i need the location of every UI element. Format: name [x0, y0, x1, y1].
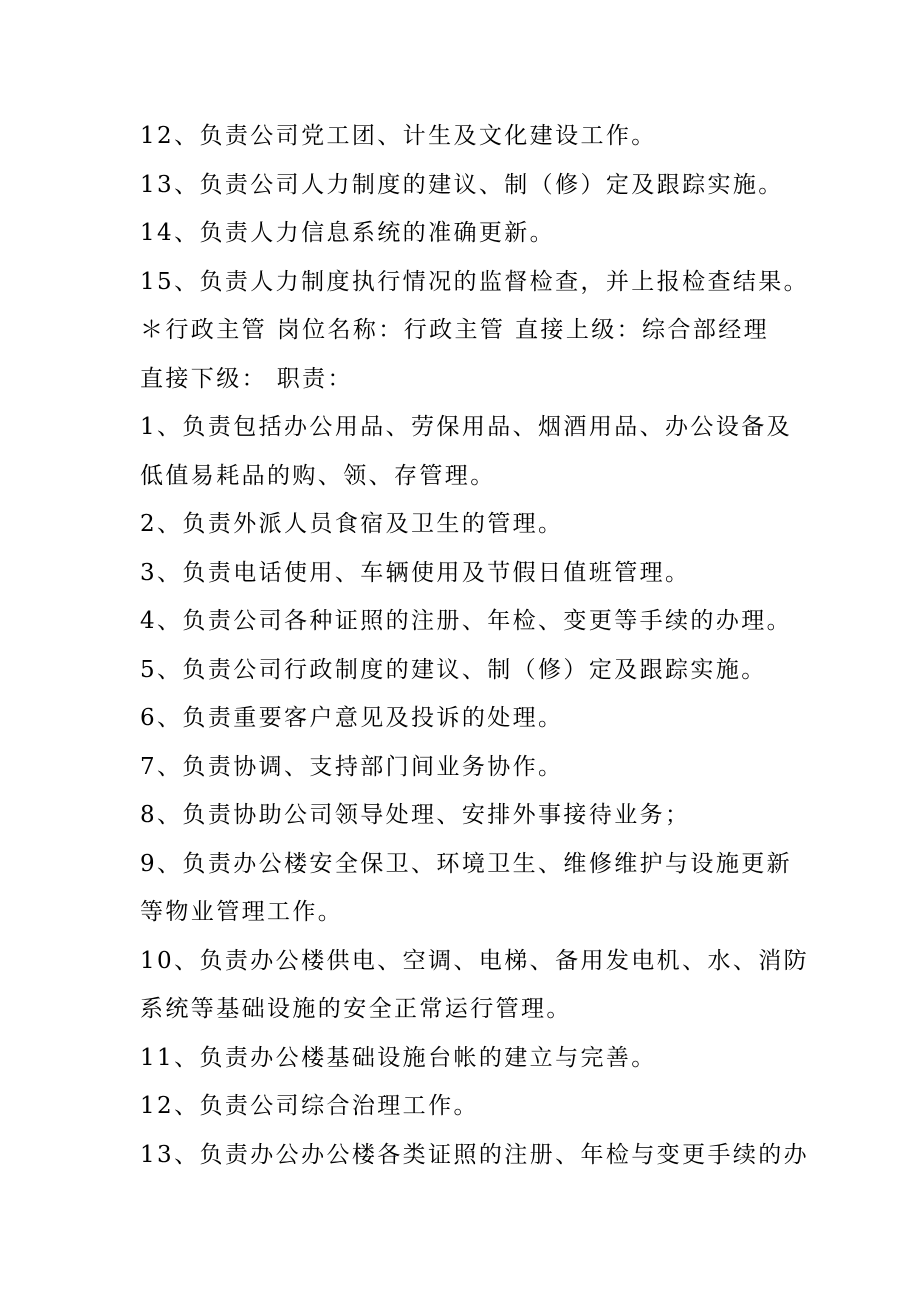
text-line-14: 7、负责协调、支持部门间业务协作。 — [140, 753, 564, 780]
text-line-1: 12、负责公司党工团、计生及文化建设工作。 — [140, 123, 657, 149]
text-line-7: 1、负责包括办公用品、劳保用品、烟酒用品、办公设备及 — [140, 414, 793, 440]
text-line-4: 15、负责人力制度执行情况的监督检查，并上报检查结果。 — [140, 268, 810, 295]
text-line-22: 13、负责办公办公楼各类证照的注册、年检与变更手续的办 — [140, 1141, 810, 1168]
text-line-3: 14、负责人力信息系统的准确更新。 — [140, 220, 556, 246]
text-line-19: 系统等基础设施的安全正常运行管理。 — [140, 996, 572, 1022]
text-line-10: 3、负责电话使用、车辆使用及节假日值班管理。 — [140, 559, 691, 586]
document-body — [140, 112, 810, 1179]
text-line-2: 13、负责公司人力制度的建议、制（修）定及跟踪实施。 — [140, 171, 784, 198]
text-line-6: 直接下级： 职责： — [140, 365, 353, 392]
text-line-13: 6、负责重要客户意见及投诉的处理。 — [140, 705, 564, 731]
text-line-11: 4、负责公司各种证照的注册、年检、变更等手续的办理。 — [140, 608, 793, 634]
text-line-15: 8、负责协助公司领导处理、安排外事接待业务； — [140, 802, 691, 828]
text-line-8: 低值易耗品的购、领、存管理。 — [140, 462, 496, 489]
text-line-17: 等物业管理工作。 — [140, 899, 344, 925]
text-line-9: 2、负责外派人员食宿及卫生的管理。 — [140, 511, 564, 537]
text-line-18: 10、负责办公楼供电、空调、电梯、备用发电机、水、消防 — [140, 947, 810, 974]
text-line-12: 5、负责公司行政制度的建议、制（修）定及跟踪实施。 — [140, 656, 767, 683]
text-line-16: 9、负责办公楼安全保卫、环境卫生、维修维护与设施更新 — [140, 850, 793, 877]
text-line-21: 12、负责公司综合治理工作。 — [140, 1093, 479, 1119]
text-line-20: 11、负责办公楼基础设施台帐的建立与完善。 — [140, 1044, 657, 1071]
section-heading-admin-supervisor: ＊行政主管 岗位名称：行政主管 直接上级：综合部经理 — [140, 317, 770, 343]
